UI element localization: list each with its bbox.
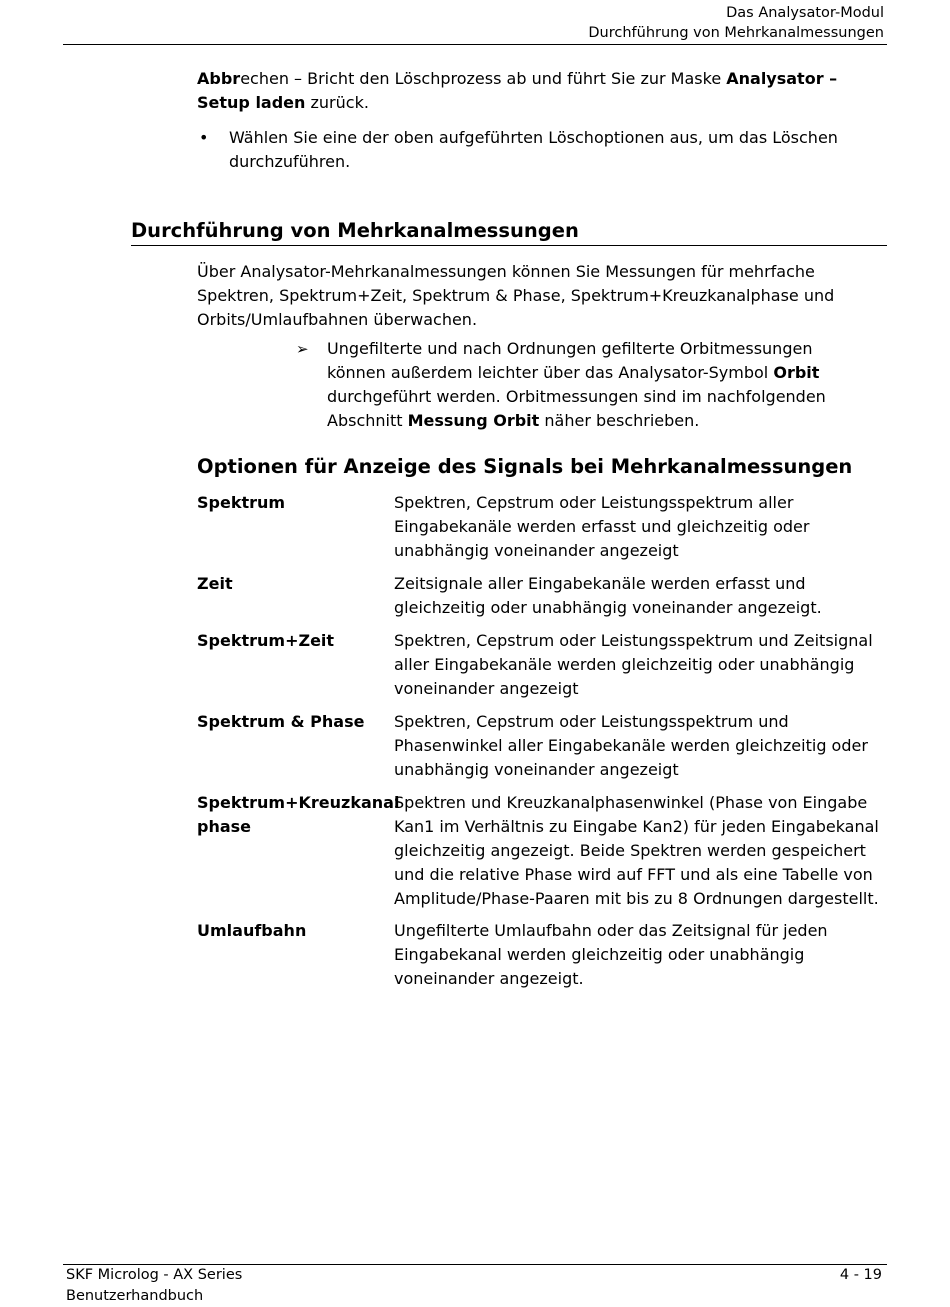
option-term: Umlaufbahn xyxy=(197,921,307,940)
running-header-chapter: Das Analysator-Modul xyxy=(726,5,884,21)
option-term: Spektrum & Phase xyxy=(197,712,365,731)
section-intro: Über Analysator-Mehrkanalmessungen können Sie Messungen für mehrfache Spektren, Spektrum+Zeit, Spektrum & Phase, Spektrum+Kreuzkanalphase und Orbits/Umlaufbahnen überwachen. xyxy=(197,262,835,329)
option-term: Spektrum+Zeit xyxy=(197,631,335,650)
page-number: 4 - 19 xyxy=(839,1267,882,1283)
mask-name-bold: Analysator – Setup laden xyxy=(197,69,838,112)
running-header-section: Durchführung von Mehrkanalmessungen xyxy=(588,25,884,41)
option-description: Spektren, Cepstrum oder Leistungsspektrum und Zeitsignal aller Eingabekanäle werden gleichzeitig oder unabhängig voneinander angezeigt xyxy=(394,631,873,698)
bullet-icon: • xyxy=(199,128,209,147)
abbrechen-text-end: zurück. xyxy=(305,93,369,112)
footer-manual-title: Benutzerhandbuch xyxy=(66,1288,204,1304)
orbit-note-text2: durchgeführt werden. Orbitmessungen sind im nachfolgenden Abschnitt xyxy=(327,387,826,430)
abbrechen-paragraph xyxy=(197,67,887,115)
arrow-bullet-icon: ➢ xyxy=(296,340,309,358)
option-description: Spektren und Kreuzkanalphasenwinkel (Phase von Eingabe Kan1 im Verhältnis zu Eingabe Kan2) für jeden Eingabekanal gleichzeitig angezeigt. Beide Spektren werden gespeichert und die relative Phase wird auf FFT und als eine Tabelle von Amplitude/Phase-Paaren mit bis zu 8 Ordnungen dargestellt. xyxy=(394,793,879,908)
orbit-note-text1: Ungefilterte und nach Ordnungen gefilterte Orbitmessungen können außerdem leichter über das Analysator-Symbol xyxy=(327,339,813,382)
header-rule xyxy=(63,44,887,45)
section-heading: Durchführung von Mehrkanalmessungen xyxy=(131,219,579,242)
option-description: Spektren, Cepstrum oder Leistungsspektrum aller Eingabekanäle werden erfasst und gleichzeitig oder unabhängig voneinander angezeigt xyxy=(394,493,810,560)
orbit-note xyxy=(327,337,867,433)
option-term: Zeit xyxy=(197,574,233,593)
orbit-bold: Orbit xyxy=(773,363,820,382)
option-term: Spektrum+Kreuzkanal phase xyxy=(197,793,400,836)
footer-product: SKF Microlog - AX Series xyxy=(66,1267,243,1283)
option-description: Zeitsignale aller Eingabekanäle werden erfasst und gleichzeitig oder unabhängig voneinander angezeigt. xyxy=(394,574,822,617)
option-description: Spektren, Cepstrum oder Leistungsspektrum und Phasenwinkel aller Eingabekanäle werden gleichzeitig oder unabhängig voneinander angezeigt xyxy=(394,712,868,779)
messung-orbit-bold: Messung Orbit xyxy=(407,411,540,430)
abbrechen-text: echen – Bricht den Löschprozess ab und führt Sie zur Maske xyxy=(240,69,727,88)
bullet-text: Wählen Sie eine der oben aufgeführten Löschoptionen aus, um das Löschen durchzuführen. xyxy=(229,128,838,171)
orbit-note-text3: näher beschrieben. xyxy=(539,411,700,430)
section-heading-rule xyxy=(131,245,887,246)
abbr-bold-fragment: Abbr xyxy=(197,69,241,88)
option-description: Ungefilterte Umlaufbahn oder das Zeitsignal für jeden Eingabekanal werden gleichzeitig oder unabhängig voneinander angezeigt. xyxy=(394,921,828,988)
subsection-heading: Optionen für Anzeige des Signals bei Mehrkanalmessungen xyxy=(197,455,853,478)
option-term: Spektrum xyxy=(197,493,286,512)
